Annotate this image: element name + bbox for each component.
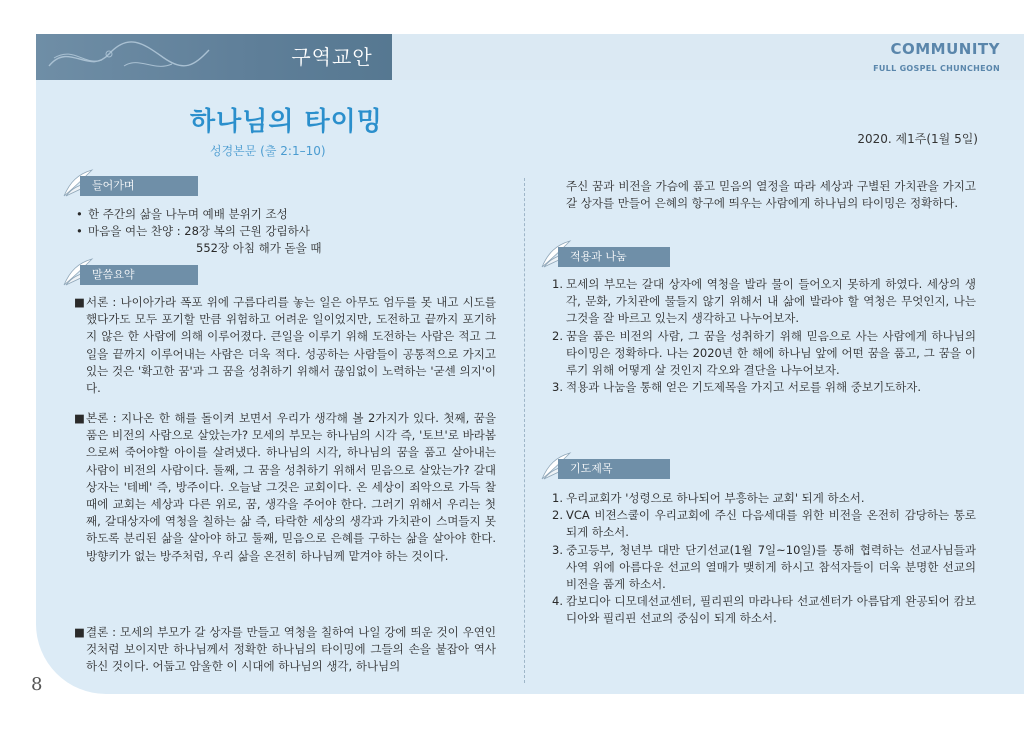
summary-paragraph: ■ 서론 : 나이아가라 폭포 위에 구름다리를 놓는 일은 아무도 엄두를 못 내고 시도를 했다가도 모두 포기할 만큼 위험하고 어려운 일이었지만, 도전하고 끝까지 포기하지 않은 한 사람에 의해 이루어졌다. 큰일을 이루기 위해 도전하는 사람은 적고 그 일을 끝까지 이루어내는 사람은 더욱 적다. 성공하는 사람들이 공통적으로 가지고 있는 것은 '확고한 꿈'과 그 꿈을 성취하기 위해서 끊임없이 노력하는 '굳센 의지'이다.: [74, 295, 496, 396]
list-item: 4. 캄보디아 디모데선교센터, 필리핀의 마라나타 선교센터가 아름답게 완공되어 캄보디아와 필리핀 선교의 중심이 되게 하소서.: [552, 594, 976, 626]
summary-continuation-text: 주신 꿈과 비전을 가슴에 품고 믿음의 열정을 따라 세상과 구별된 가치관을 가지고 갈 상자를 만들어 은혜의 항구에 띄우는 사람에게 하나님의 타이밍은 정확하다.: [566, 179, 976, 211]
summary-label-text: 말씀요약: [80, 265, 198, 285]
swirl-ornament-icon: [44, 36, 214, 78]
intro-label-text: 들어가며: [80, 176, 198, 196]
intro-item-continuation: 552장 아침 해가 돋을 때: [196, 241, 322, 256]
brand-subtitle: FULL GOSPEL CHUNCHEON: [873, 64, 1000, 73]
intro-item-text: 한 주간의 삶을 나누며 예배 분위기 조성: [88, 207, 288, 221]
list-item: • 마음을 여는 찬양 : 28장 복의 근원 강림하사: [76, 224, 310, 239]
prayer-item-text: VCA 비젼스쿨이 우리교회에 주신 다음세대를 위한 비전을 온전히 감당하는 통로 되게 하소서.: [566, 508, 976, 540]
list-item: 3. 적용과 나눔을 통해 얻은 기도제목을 가지고 서로를 위해 중보기도하자.: [552, 380, 922, 395]
summary-paragraph-text: 본론 : 지나온 한 해를 돌이켜 보면서 우리가 생각해 볼 2가지가 있다. 첫째, 꿈을 품은 비전의 사람으로 살았는가? 모세의 부모는 하나님의 시각 즉, '토브'로 바라봄으로써 죽어야할 아이를 살려냈다. 하나님의 시각, 하나님의 꿈을 품고 살아내는 사람이 비전의 사람이다. 둘째, 그 꿈을 성취하기 위해서 믿음으로 살았는가? 갈대상자는 '테베' 즉, 방주이다. 오늘날 그것은 교회이다. 온 세상이 죄악으로 가득 찰 때에 교회는 세상과 다른 위로, 꿈, 생각을 주어야 한다. 그러기 위해서 우리는 첫째, 갈대상자에 역청을 칠하는 삶 즉, 타락한 세상의 생각과 가치관이 스며들지 못하도록 분리된 삶을 살아야 하고 둘째, 믿음으로 은혜를 구하는 삶을 살아야 한다. 방향키가 없는 방주처럼, 우리 삶을 온전히 하나님께 맡겨야 하는 것이다.: [86, 411, 496, 563]
prayer-list: [552, 490, 976, 628]
summary-paragraph: ■ 본론 : 지나온 한 해를 돌이켜 보면서 우리가 생각해 볼 2가지가 있다. 첫째, 꿈을 품은 비전의 사람으로 살았는가? 모세의 부모는 하나님의 시각 즉, '토브'로 바라봄으로써 죽어야할 아이를 살려냈다. 하나님의 시각, 하나님의 꿈을 품고 살아내는 사람이 비전의 사람이다. 둘째, 그 꿈을 성취하기 위해서 믿음으로 살았는가? 갈대상자는 '테베' 즉, 방주이다. 오늘날 그것은 교회이다. 온 세상이 죄악으로 가득 찰 때에 교회는 세상과 다른 위로, 꿈, 생각을 주어야 한다. 그러기 위해서 우리는 첫째, 갈대상자에 역청을 칠하는 삶 즉, 타락한 세상의 생각과 가치관이 스며들지 못하도록 분리된 삶을 살아야 하고 둘째, 믿음으로 은혜를 구하는 삶을 살아야 한다. 방향키가 없는 방주처럼, 우리 삶을 온전히 하나님께 맡겨야 하는 것이다.: [74, 411, 496, 563]
prayer-label: [540, 459, 670, 479]
prayer-item-text: 중고등부, 청년부 대만 단기선교(1월 7일~10일)를 통해 협력하는 선교사님들과 사역 위에 아름다운 선교의 열매가 맺히게 하시고 참석자들이 더욱 분명한 선교의 비전을 품게 하소서.: [566, 542, 976, 592]
summary-paragraph: ■ 결론 : 모세의 부모가 갈 상자를 만들고 역청을 칠하여 나일 강에 띄운 것이 우연인 것처럼 보이지만 하나님께서 정확한 하나님의 타이밍에 그들의 손을 붙잡아 역사하신 것이다. 어둡고 암울한 이 시대에 하나님의 생각, 하나님의: [74, 625, 496, 674]
scripture-reference: 성경본문 (출 2:1–10): [210, 144, 326, 158]
intro-label: [62, 176, 198, 196]
application-label-text: 적용과 나눔: [558, 247, 670, 267]
list-item: 1. 모세의 부모는 갈대 상자에 역청을 발라 물이 들어오지 못하게 하였다. 세상의 생각, 문화, 가치관에 물들지 않기 위해서 내 삶에 발라야 할 역청은 무엇인지, 나는 그것을 잘 바르고 있는지 생각하고 나누어보자.: [552, 277, 976, 326]
application-list: [552, 276, 976, 396]
summary-paragraph-text: 서론 : 나이아가라 폭포 위에 구름다리를 놓는 일은 아무도 엄두를 못 내고 시도를 했다가도 모두 포기할 만큼 위험하고 어려운 일이었지만, 도전하고 끝까지 포기하지 않은 한 사람에 의해 이루어졌다. 큰일을 이루기 위해 도전하는 사람은 적고 그 일을 끝까지 이루어내는 사람은 더욱 적다. 성공하는 사람들이 공통적으로 가지고 있는 것은 '확고한 꿈'과 그 꿈을 성취하기 위해서 끊임없이 노력하는 '굳센 의지'이다.: [86, 295, 496, 396]
application-label: [540, 247, 670, 267]
summary-continuation: [566, 178, 976, 212]
list-item: 1. 우리교회가 '성령으로 하나되어 부흥하는 교회' 되게 하소서.: [552, 491, 865, 505]
summary-label: [62, 265, 198, 285]
intro-item-text: 마음을 여는 찬양 : 28장 복의 근원 강림하사: [88, 224, 310, 239]
page-header: [36, 34, 1024, 80]
application-item-text: 꿈을 품은 비전의 사람, 그 꿈을 성취하기 위해 믿음으로 사는 사람에게 하나님의 타이밍은 정확하다. 나는 2020년 한 해에 하나님 앞에 어떤 꿈을 품고, 그 꿈을 이루기 위해 어떻게 살 것인지 각오와 결단을 나누어보자.: [566, 328, 976, 378]
prayer-item-text: 우리교회가 '성령으로 하나되어 부흥하는 교회' 되게 하소서.: [566, 491, 865, 505]
summary-conclusion: [74, 624, 496, 676]
page-number: 8: [31, 674, 43, 695]
column-divider: [524, 178, 525, 683]
section-tab: [36, 34, 392, 80]
list-item: 3. 중고등부, 청년부 대만 단기선교(1월 7일~10일)를 통해 협력하는 선교사님들과 사역 위에 아름다운 선교의 열매가 맺히게 하시고 참석자들이 더욱 분명한 선교의 비전을 품게 하소서.: [552, 542, 976, 592]
summary-intro: [74, 294, 496, 397]
brand-block: [873, 40, 1000, 73]
brand-name: COMMUNITY: [890, 40, 1000, 58]
list-item: 2. 꿈을 품은 비전의 사람, 그 꿈을 성취하기 위해 믿음으로 사는 사람에게 하나님의 타이밍은 정확하다. 나는 2020년 한 해에 하나님 앞에 어떤 꿈을 품고, 그 꿈을 이루기 위해 어떻게 살 것인지 각오와 결단을 나누어보자.: [552, 328, 976, 378]
application-item-text: 모세의 부모는 갈대 상자에 역청을 발라 물이 들어오지 못하게 하였다. 세상의 생각, 문화, 가치관에 물들지 않기 위해서 내 삶에 발라야 할 역청은 무엇인지, 나는 그것을 잘 바르고 있는지 생각하고 나누어보자.: [566, 277, 976, 326]
prayer-item-text: 캄보디아 디모데선교센터, 필리핀의 마라나타 선교센터가 아름답게 완공되어 캄보디아와 필리핀 선교의 중심이 되게 하소서.: [566, 594, 976, 626]
application-item-text: 적용과 나눔을 통해 얻은 기도제목을 가지고 서로를 위해 중보기도하자.: [566, 380, 922, 395]
section-title: 구역교안: [291, 45, 373, 69]
intro-list: [76, 206, 496, 258]
summary-paragraph-text: 결론 : 모세의 부모가 갈 상자를 만들고 역청을 칠하여 나일 강에 띄운 것이 우연인 것처럼 보이지만 하나님께서 정확한 하나님의 타이밍에 그들의 손을 붙잡아 역사하신 것이다. 어둡고 암울한 이 시대에 하나님의 생각, 하나님의: [86, 625, 496, 674]
list-item: 2. VCA 비젼스쿨이 우리교회에 주신 다음세대를 위한 비전을 온전히 감당하는 통로 되게 하소서.: [552, 508, 976, 540]
lesson-date: 2020. 제1주(1월 5일): [857, 132, 978, 146]
list-item: • 한 주간의 삶을 나누며 예배 분위기 조성: [76, 207, 288, 221]
lesson-title: 하나님의 타이밍: [190, 107, 383, 137]
prayer-label-text: 기도제목: [558, 459, 670, 479]
summary-body: [74, 410, 496, 565]
